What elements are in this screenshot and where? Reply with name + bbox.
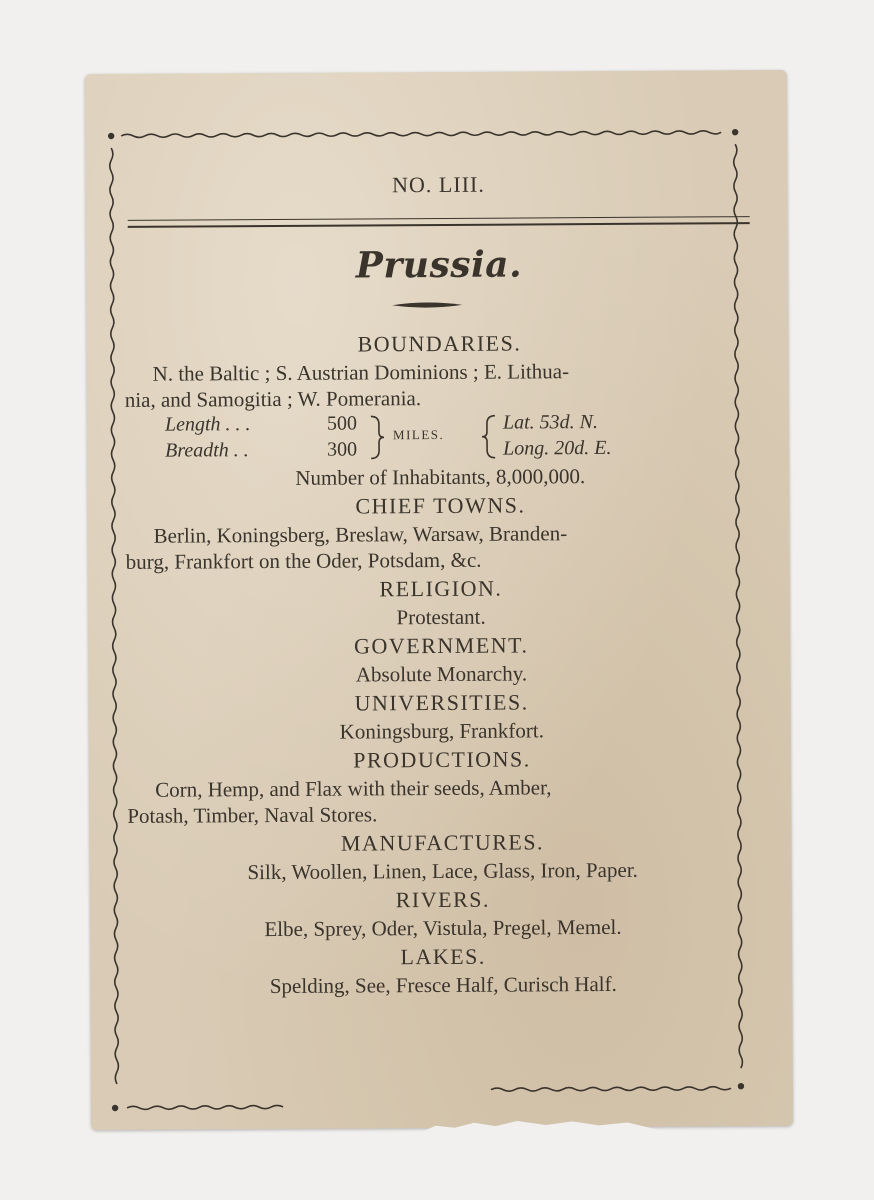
country-title: Prussia. — [355, 243, 523, 287]
breadth-label: Breadth . . — [165, 439, 249, 462]
boundaries-line-2: nia, and Samogitia ; W. Pomerania. — [124, 386, 422, 412]
latitude: Lat. 53d. N. — [502, 411, 599, 434]
heading-lakes: LAKES. — [400, 943, 486, 970]
longitude: Long. 20d. E. — [503, 436, 612, 460]
heading-manufactures: MANUFACTURES. — [340, 829, 545, 856]
card-number: NO. LIII. — [392, 171, 485, 198]
left-brace-icon — [481, 414, 497, 460]
chief-towns-line-2: burg, Frankfort on the Oder, Potsdam, &c. — [125, 547, 482, 574]
card-body — [124, 326, 758, 1000]
breadth-value: 300 — [327, 438, 358, 461]
universities-text: Koningsburg, Frankfort. — [339, 718, 545, 744]
religion-text: Protestant. — [396, 604, 486, 630]
productions-line-2: Potash, Timber, Naval Stores. — [127, 802, 378, 828]
length-label: Length . . . — [164, 413, 251, 436]
inhabitants: Number of Inhabitants, 8,000,000. — [295, 464, 586, 490]
rivers-text: Elbe, Sprey, Oder, Vistula, Pregel, Memel. — [264, 914, 622, 942]
ornament-dash — [392, 300, 462, 310]
dimensions-block — [125, 410, 755, 466]
heading-rivers: RIVERS. — [395, 886, 491, 913]
heading-chief-towns: CHIEF TOWNS. — [355, 492, 526, 519]
manufactures-text: Silk, Woollen, Linen, Lace, Glass, Iron, Paper. — [247, 857, 638, 885]
chief-towns-line-1: Berlin, Koningsberg, Breslaw, Warsaw, Branden- — [153, 521, 568, 548]
heading-boundaries: BOUNDARIES. — [357, 330, 522, 357]
heading-religion: RELIGION. — [379, 575, 503, 602]
productions-line-1: Corn, Hemp, and Flax with their seeds, Amber, — [155, 775, 552, 802]
boundaries-line-1: N. the Baltic ; S. Austrian Dominions ; E. Lithua- — [152, 359, 570, 386]
lakes-text: Spelding, See, Fresce Half, Curisch Half. — [269, 971, 617, 999]
heading-productions: PRODUCTIONS. — [353, 746, 531, 773]
geography-card — [85, 70, 793, 1130]
heading-universities: UNIVERSITIES. — [354, 689, 529, 716]
miles-unit: MILES. — [392, 426, 445, 443]
length-value: 500 — [326, 412, 357, 435]
right-brace-icon — [369, 414, 385, 460]
government-text: Absolute Monarchy. — [355, 661, 528, 687]
heading-government: GOVERNMENT. — [354, 632, 529, 659]
